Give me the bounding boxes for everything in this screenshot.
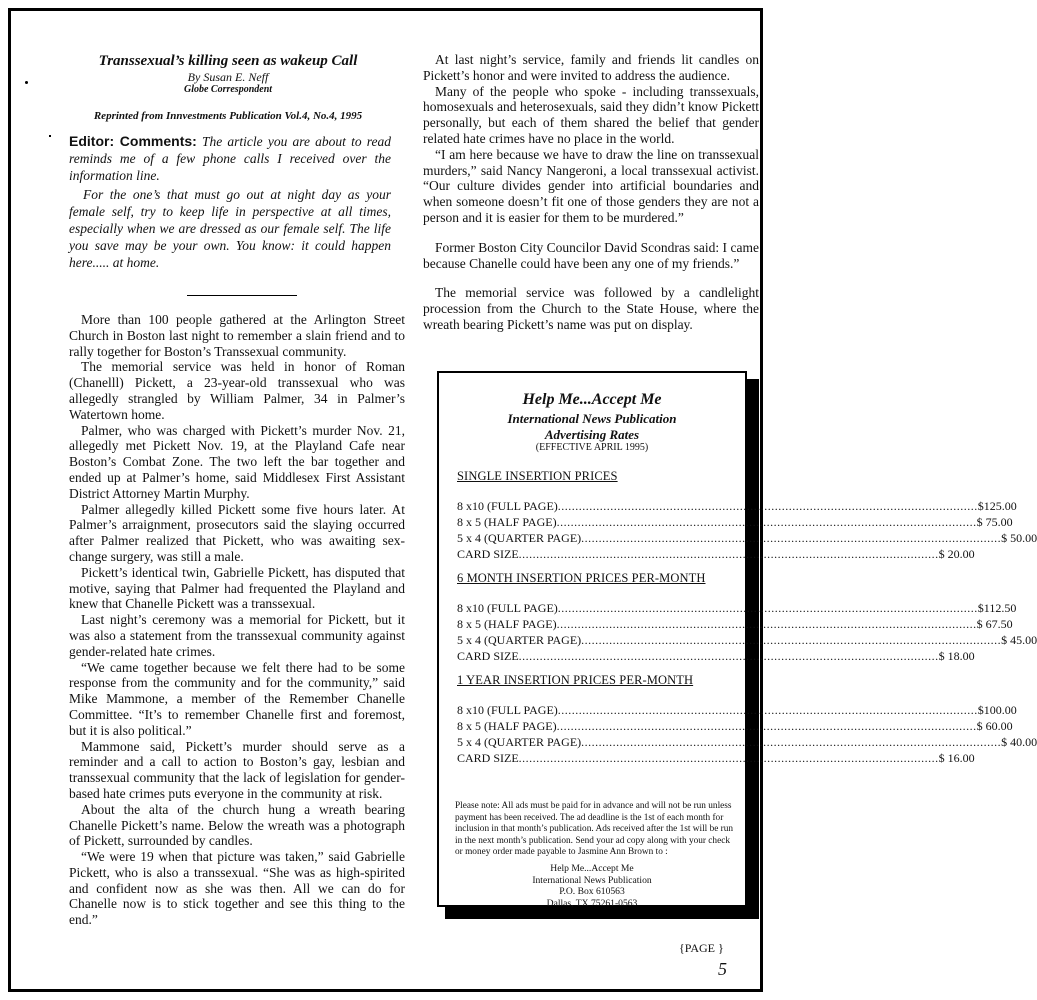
ad-payment-note: Please note: All ads must be paid for in advance and will not be run unless payment has been received. The ad deadline is the 1st of each month for inclusion in that month’s publication. Ads received after the 1st will be run in the next month’s publication. Send your ad copy along with your check or money order made payable to Jasmine Ann Brown to : [455, 801, 734, 858]
dot-leader: ........................................................................................................................ [557, 499, 978, 513]
address-line: International News Publication [532, 874, 652, 886]
dot-leader: ........................................................................................................................ [581, 633, 1002, 647]
ad-rates-title: Advertising Rates [544, 427, 640, 442]
reprint-note: Reprinted from Innvestments Publication Vol.4, No.4, 1995 [93, 110, 363, 122]
ad-size-name: 8 x 5 (HALF PAGE) [457, 515, 557, 529]
article-paragraph: The memorial service was followed by a candlelight procession from the Church to the State House, where the wreath bearing Pickett’s name was put on display. [423, 285, 759, 332]
ad-price-row [457, 601, 1017, 615]
page-number: 5 [718, 959, 727, 979]
dot-leader: ........................................................................................................................ [581, 735, 1002, 749]
dot-leader: ........................................................................................................................ [581, 531, 1002, 545]
ad-price: $ 18.00 [938, 649, 975, 663]
advertising-rates-box [437, 371, 1037, 909]
article-byline: By Susan E. Neff [187, 70, 269, 84]
article-body-left [69, 312, 405, 928]
ad-price-row [457, 735, 1037, 749]
ad-price-row [457, 751, 975, 765]
article-body-right [423, 52, 759, 333]
ad-size-name: 5 x 4 (QUARTER PAGE) [457, 531, 582, 545]
article-paragraph: More than 100 people gathered at the Arlington Street Church in Boston last night to remember a slain friend and to rally together for Boston’s Transsexual community. [69, 312, 405, 359]
ad-size-name: 8 x10 (FULL PAGE) [457, 601, 558, 615]
ad-size-name: CARD SIZE [457, 649, 519, 663]
ad-section-heading: 6 MONTH INSERTION PRICES PER-MONTH [457, 571, 706, 585]
ad-price: $ 40.00 [1001, 735, 1037, 749]
article-paragraph: “We were 19 when that picture was taken,” said Gabrielle Pickett, who is also a transsexual. “She was as high-spirited and confident now as she was then. All we can do for Chanelle now is to stick together and see this thing to the end.” [69, 849, 405, 928]
ad-price-row [457, 499, 1017, 513]
address-line: P.O. Box 610563 [559, 886, 625, 898]
ad-size-name: 8 x 5 (HALF PAGE) [457, 719, 557, 733]
ad-size-name: CARD SIZE [457, 547, 519, 561]
ad-price-row [457, 719, 1013, 733]
ad-section-heading: 1 YEAR INSERTION PRICES PER-MONTH [457, 673, 694, 687]
address-line: Dallas, TX 75261-0563 [546, 897, 638, 909]
ad-price: $ 75.00 [976, 515, 1013, 529]
address-line: Help Me...Accept Me [550, 863, 634, 874]
article-paragraph: Last night’s ceremony was a memorial for Pickett, but it was also a statement from the transsexual community against gender-related hate crimes. [69, 612, 405, 659]
scan-speck [25, 81, 28, 84]
ad-price: $ 45.00 [1001, 633, 1037, 647]
ad-subtitle: International News Publication [507, 411, 677, 426]
ad-price-row [457, 515, 1013, 529]
ad-size-name: 5 x 4 (QUARTER PAGE) [457, 735, 582, 749]
editor-text: The article you are about to read reminds me of a few phone calls I received over the information line. [69, 134, 392, 183]
article-headline: Transsexual’s killing seen as wakeup Call [98, 53, 358, 69]
article-paragraph: Former Boston City Councilor David Scondras said: I came because Chanelle could have been any one of my friends.” [423, 239, 759, 271]
ad-size-name: CARD SIZE [457, 751, 519, 765]
page-label: {PAGE } [679, 941, 724, 955]
article-paragraph: At last night’s service, family and friends lit candles on Pickett’s honor and were invited to address the audience. [423, 52, 759, 83]
editor-comments [69, 133, 391, 273]
article-paragraph: Pickett’s identical twin, Gabrielle Pickett, has disputed that motive, saying that Palmer had frequented the Playland and knew that Chanelle Pickett was a transsexual. [69, 564, 405, 612]
editor-label: Editor: Comments: [69, 133, 197, 149]
dot-leader: ........................................................................................................................ [556, 617, 977, 631]
ad-price-row [457, 649, 975, 663]
dot-leader: ........................................................................................................................ [518, 547, 939, 561]
ad-size-name: 8 x10 (FULL PAGE) [457, 499, 558, 513]
ad-price-row [457, 617, 1013, 631]
ad-mailing-address [439, 863, 745, 909]
ad-price-row [457, 547, 975, 561]
ad-section-heading: SINGLE INSERTION PRICES [457, 469, 618, 483]
section-divider [187, 295, 297, 296]
ad-price: $125.00 [977, 499, 1017, 513]
dot-leader: ........................................................................................................................ [556, 719, 977, 733]
dot-leader: ........................................................................................................................ [556, 515, 977, 529]
document-page [8, 8, 1037, 992]
ad-price-row [457, 633, 1037, 647]
article-paragraph: The memorial service was held in honor of Roman (Chanelll) Pickett, a 23-year-old transsexual who was allegedly strangled by William Palmer, 34 in Palmer’s Watertown home. [69, 359, 405, 422]
article-org: Globe Correspondent [183, 84, 273, 95]
ad-size-name: 8 x10 (FULL PAGE) [457, 703, 558, 717]
article-paragraph: Palmer, who was charged with Pickett’s murder Nov. 21, allegedly met Pickett Nov. 19, at the Playland Cafe near Boston’s Combat Zone. The two left the bar together and ended up at Palmer’s home, said Middlesex First Assistant District Attorney Martin Murphy. [69, 422, 405, 501]
ad-effective-date: (EFFECTIVE APRIL 1995) [535, 442, 649, 453]
ad-size-name: 8 x 5 (HALF PAGE) [457, 617, 557, 631]
ad-price: $ 67.50 [976, 617, 1013, 631]
scan-speck [49, 135, 51, 137]
ad-price-row [457, 703, 1017, 717]
article-paragraph: About the alta of the church hung a wreath bearing Chanelle Pickett’s name. Below the wreath was a photograph of Pickett, surrounded by candles. [69, 801, 405, 849]
ad-price: $ 50.00 [1001, 531, 1037, 545]
editor-text: For the one’s that must go out at night day as your female self, try to keep life in perspective at all times, especially when we are dressed as our female self. The life you save may be your own. You know: it could happen here..... at home. [69, 187, 391, 270]
ad-size-name: 5 x 4 (QUARTER PAGE) [457, 633, 582, 647]
ad-price: $ 16.00 [938, 751, 975, 765]
dot-leader: ........................................................................................................................ [518, 751, 939, 765]
article-paragraph: “I am here because we have to draw the line on transsexual murders,” said Nancy Nangeroni, a local transsexual activist. “Our culture divides gender into artificial boundaries and when someone doesn’t fit one of those genders they are not a person and it is easier for them to be murdered.” [423, 146, 759, 225]
article-paragraph: Many of the people who spoke - including transsexuals, homosexuals and heterosexuals, said they didn’t know Pickett personally, but each of them shared the belief that gender related hate crimes have no place in the world. [423, 83, 759, 146]
dot-leader: ........................................................................................................................ [557, 703, 978, 717]
ad-price-row [457, 531, 1037, 545]
article-paragraph: Mammone said, Pickett’s murder should serve as a reminder and a call to action to Boston’s gay, lesbian and transsexual community that the lack of legislation for gender-based hate crimes puts everyone in the community at risk. [69, 738, 405, 801]
ad-price: $100.00 [977, 703, 1017, 717]
ad-title: Help Me...Accept Me [522, 391, 662, 408]
ad-price: $112.50 [977, 601, 1017, 615]
article-paragraph: “We came together because we felt there had to be some response from the community and for the community,” said Mike Mammone, a member of the Remember Chanelle Committee. “It’s to remember Chanelle first and foremost, but it is also political.” [69, 659, 405, 738]
dot-leader: ........................................................................................................................ [557, 601, 978, 615]
ad-price: $ 60.00 [976, 719, 1013, 733]
article-paragraph: Palmer allegedly killed Pickett some five hours later. At Palmer’s arraignment, prosecutors said the slaying occurred after Palmer realized that Pickett, who was awaiting sex-change surgery, was still a male. [69, 501, 405, 564]
ad-price: $ 20.00 [938, 547, 975, 561]
dot-leader: ........................................................................................................................ [518, 649, 939, 663]
